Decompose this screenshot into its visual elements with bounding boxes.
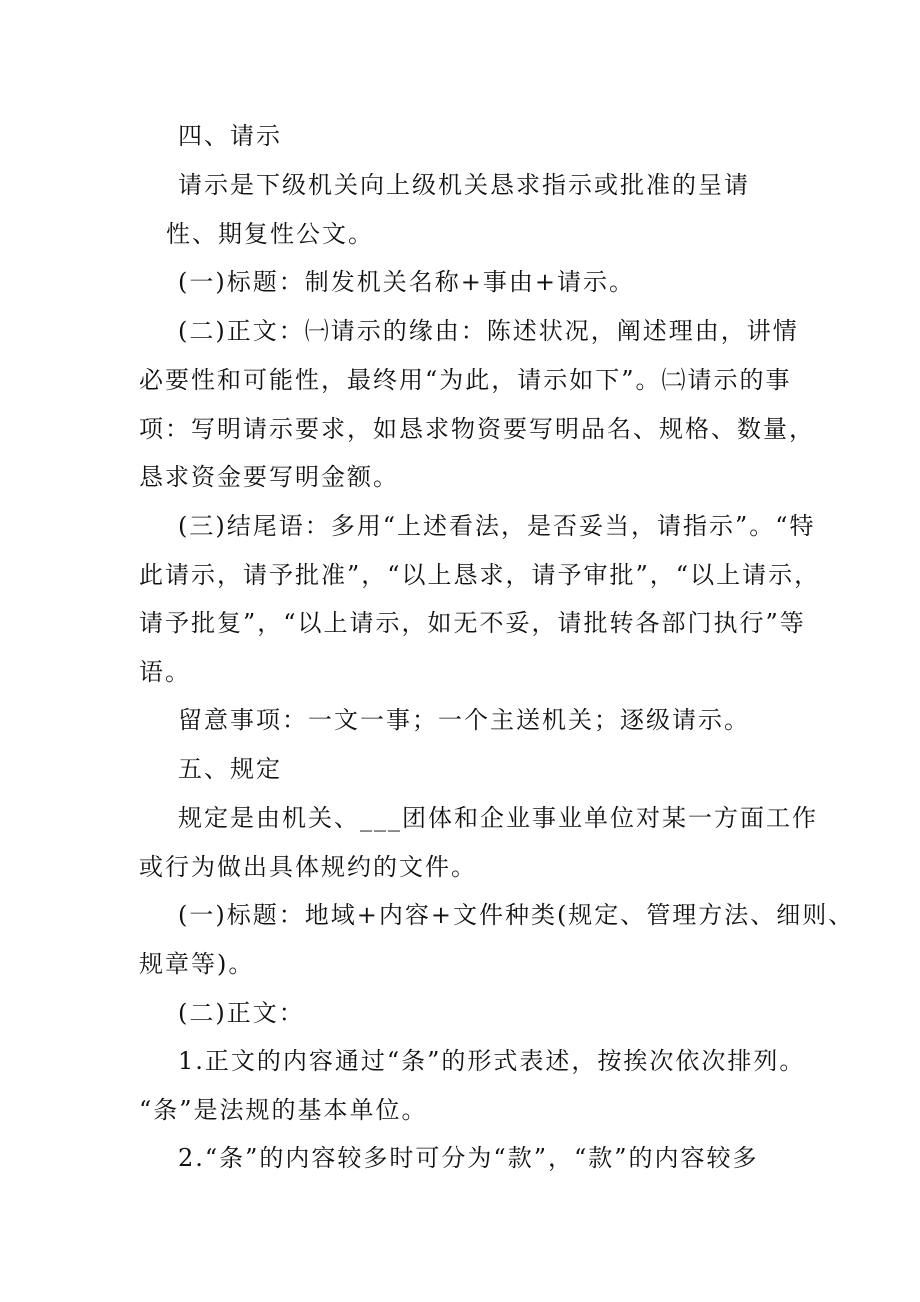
paragraph-line: (三)结尾语：多用“上述看法，是否妥当，请指示”。“特 (178, 512, 816, 540)
paragraph-line: 语。 (139, 658, 191, 686)
paragraph-line: 1.正文的内容通过“条”的形式表述，按挨次依次排列。 (178, 1047, 806, 1075)
paragraph-line: 项：写明请示要求，如恳求物资要写明品名、规格、数量， (139, 415, 815, 443)
paragraph-line: “条”是法规的基本单位。 (139, 1096, 428, 1124)
paragraph-line: 规定是由机关、___团体和企业事业单位对某一方面工作 (178, 804, 818, 832)
paragraph-line: 留意事项：一文一事；一个主送机关；逐级请示。 (178, 706, 750, 734)
paragraph-line: 2.“条”的内容较多时可分为“款”，“款”的内容较多 (178, 1144, 759, 1172)
paragraph-line: 性、期复性公文。 (166, 220, 374, 248)
paragraph-line: 请予批复”，“以上请示，如无不妥，请批转各部门执行”等 (139, 609, 806, 637)
paragraph-line: (一)标题：制发机关名称+事由+请示。 (178, 268, 635, 296)
paragraph-line: 或行为做出具体规约的文件。 (139, 853, 477, 881)
paragraph-line: (二)正文： (178, 999, 305, 1027)
paragraph-line: 请示是下级机关向上级机关恳求指示或批准的呈请 (178, 171, 750, 199)
heading-qingshi: 四、请示 (178, 122, 282, 150)
paragraph-line: (一)标题：地域+内容+文件种类(规定、管理方法、细则、 (178, 901, 855, 929)
paragraph-line: 此请示，请予批准”，“以上恳求，请予审批”，“以上请示， (139, 561, 821, 589)
paragraph-line: 恳求资金要写明金额。 (139, 463, 399, 491)
heading-guiding: 五、规定 (178, 755, 282, 783)
paragraph-line: 规章等)。 (139, 950, 255, 978)
paragraph-line: 必要性和可能性，最终用“为此，请示如下”。㈡请示的事 (139, 366, 792, 394)
paragraph-line: (二)正文：㈠请示的缘由：陈述状况，阐述理由，讲情 (178, 317, 799, 345)
